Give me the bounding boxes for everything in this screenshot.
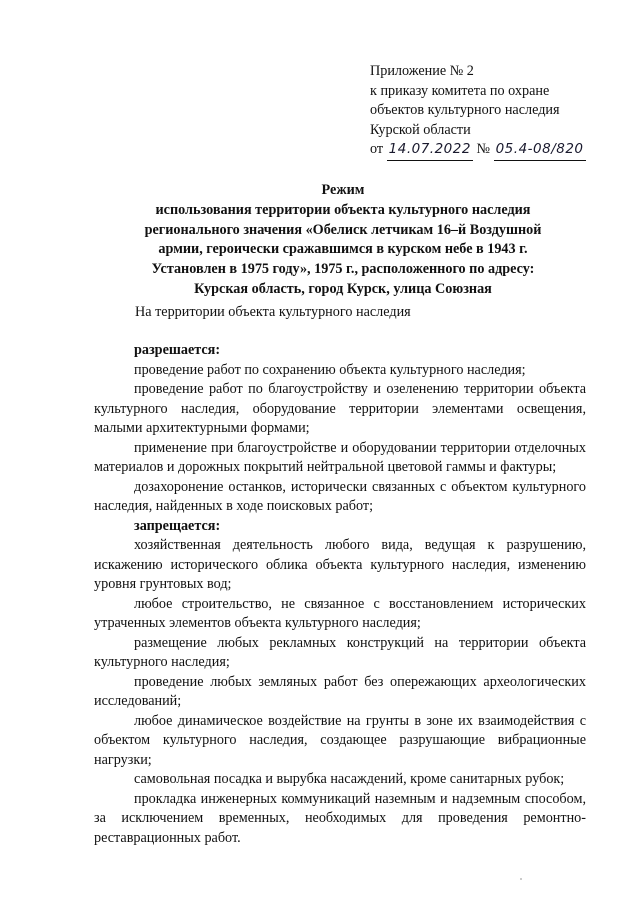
appendix-date-number: [370, 140, 620, 161]
appendix-region: Курской области: [370, 121, 471, 138]
forbidden-item: любое строительство, не связанное с восстановлением исторических утраченных элементов объекта культурного наследия;: [94, 595, 586, 631]
allowed-item: проведение работ по благоустройству и озеленению территории объекта культурного наследия, оборудование территории элементами освещения, малыми архитектурными формами;: [94, 381, 586, 436]
scan-speck: [520, 878, 522, 880]
forbidden-item: проведение любых земляных работ без опережающих археологических исследований;: [94, 673, 586, 709]
number-label: №: [476, 141, 491, 157]
forbidden-heading: запрещается:: [134, 517, 221, 534]
forbidden-item: самовольная посадка и вырубка насаждений, кроме санитарных рубок;: [134, 771, 565, 787]
handwritten-number: 05.4-08/820: [494, 140, 586, 161]
allowed-item: проведение работ по сохранению объекта культурного наследия;: [134, 361, 526, 378]
intro-text: На территории объекта культурного наследия: [135, 304, 411, 320]
appendix-title: Приложение № 2: [370, 63, 474, 79]
document-title: [118, 181, 568, 300]
allowed-item: применение при благоустройстве и оборудовании территории отделочных материалов и дорожных покрытий нейтральной цветовой гаммы и фактуры;: [94, 439, 586, 475]
forbidden-item: размещение любых рекламных конструкций на территории объекта культурного наследия;: [94, 634, 586, 670]
forbidden-item: хозяйственная деятельность любого вида, ведущая к разрушению, искажению исторического облика объекта культурного наследия, изменению уровня грунтовых вод;: [94, 537, 586, 592]
from-label: от: [370, 141, 384, 157]
title-line-5: Установлен в 1975 году», 1975 г., расположенного по адресу:: [151, 261, 535, 278]
title-line-4: армии, героически сражавшимся в курском небе в 1943 г.: [158, 241, 528, 258]
title-line-1: Режим: [321, 182, 365, 198]
allowed-item: дозахоронение останков, исторически связанных с объектом культурного наследия, найденных в ходе поисковых работ;: [94, 478, 586, 514]
appendix-committee: объектов культурного наследия: [370, 102, 560, 118]
title-line-6: Курская область, город Курск, улица Союзная: [194, 280, 492, 297]
appendix-order-ref: к приказу комитета по охране: [370, 82, 550, 99]
allowed-heading: разрешается:: [134, 342, 221, 358]
title-line-3: регионального значения «Обелиск летчикам 16–й Воздушной: [144, 221, 542, 238]
handwritten-date: 14.07.2022: [387, 140, 473, 161]
appendix-header: [370, 62, 620, 161]
title-line-2: использования территории объекта культурного наследия: [155, 201, 531, 218]
regime-body: [94, 341, 586, 848]
forbidden-item: прокладка инженерных коммуникаций наземным и надземным способом, за исключением временных, необходимых для проведения ремонтно-реставрационных работ.: [94, 790, 586, 846]
forbidden-item: любое динамическое воздействие на грунты в зоне их взаимодействия с объектом культурного наследия, создающее разрушающие вибрационные нагрузки;: [94, 712, 586, 768]
